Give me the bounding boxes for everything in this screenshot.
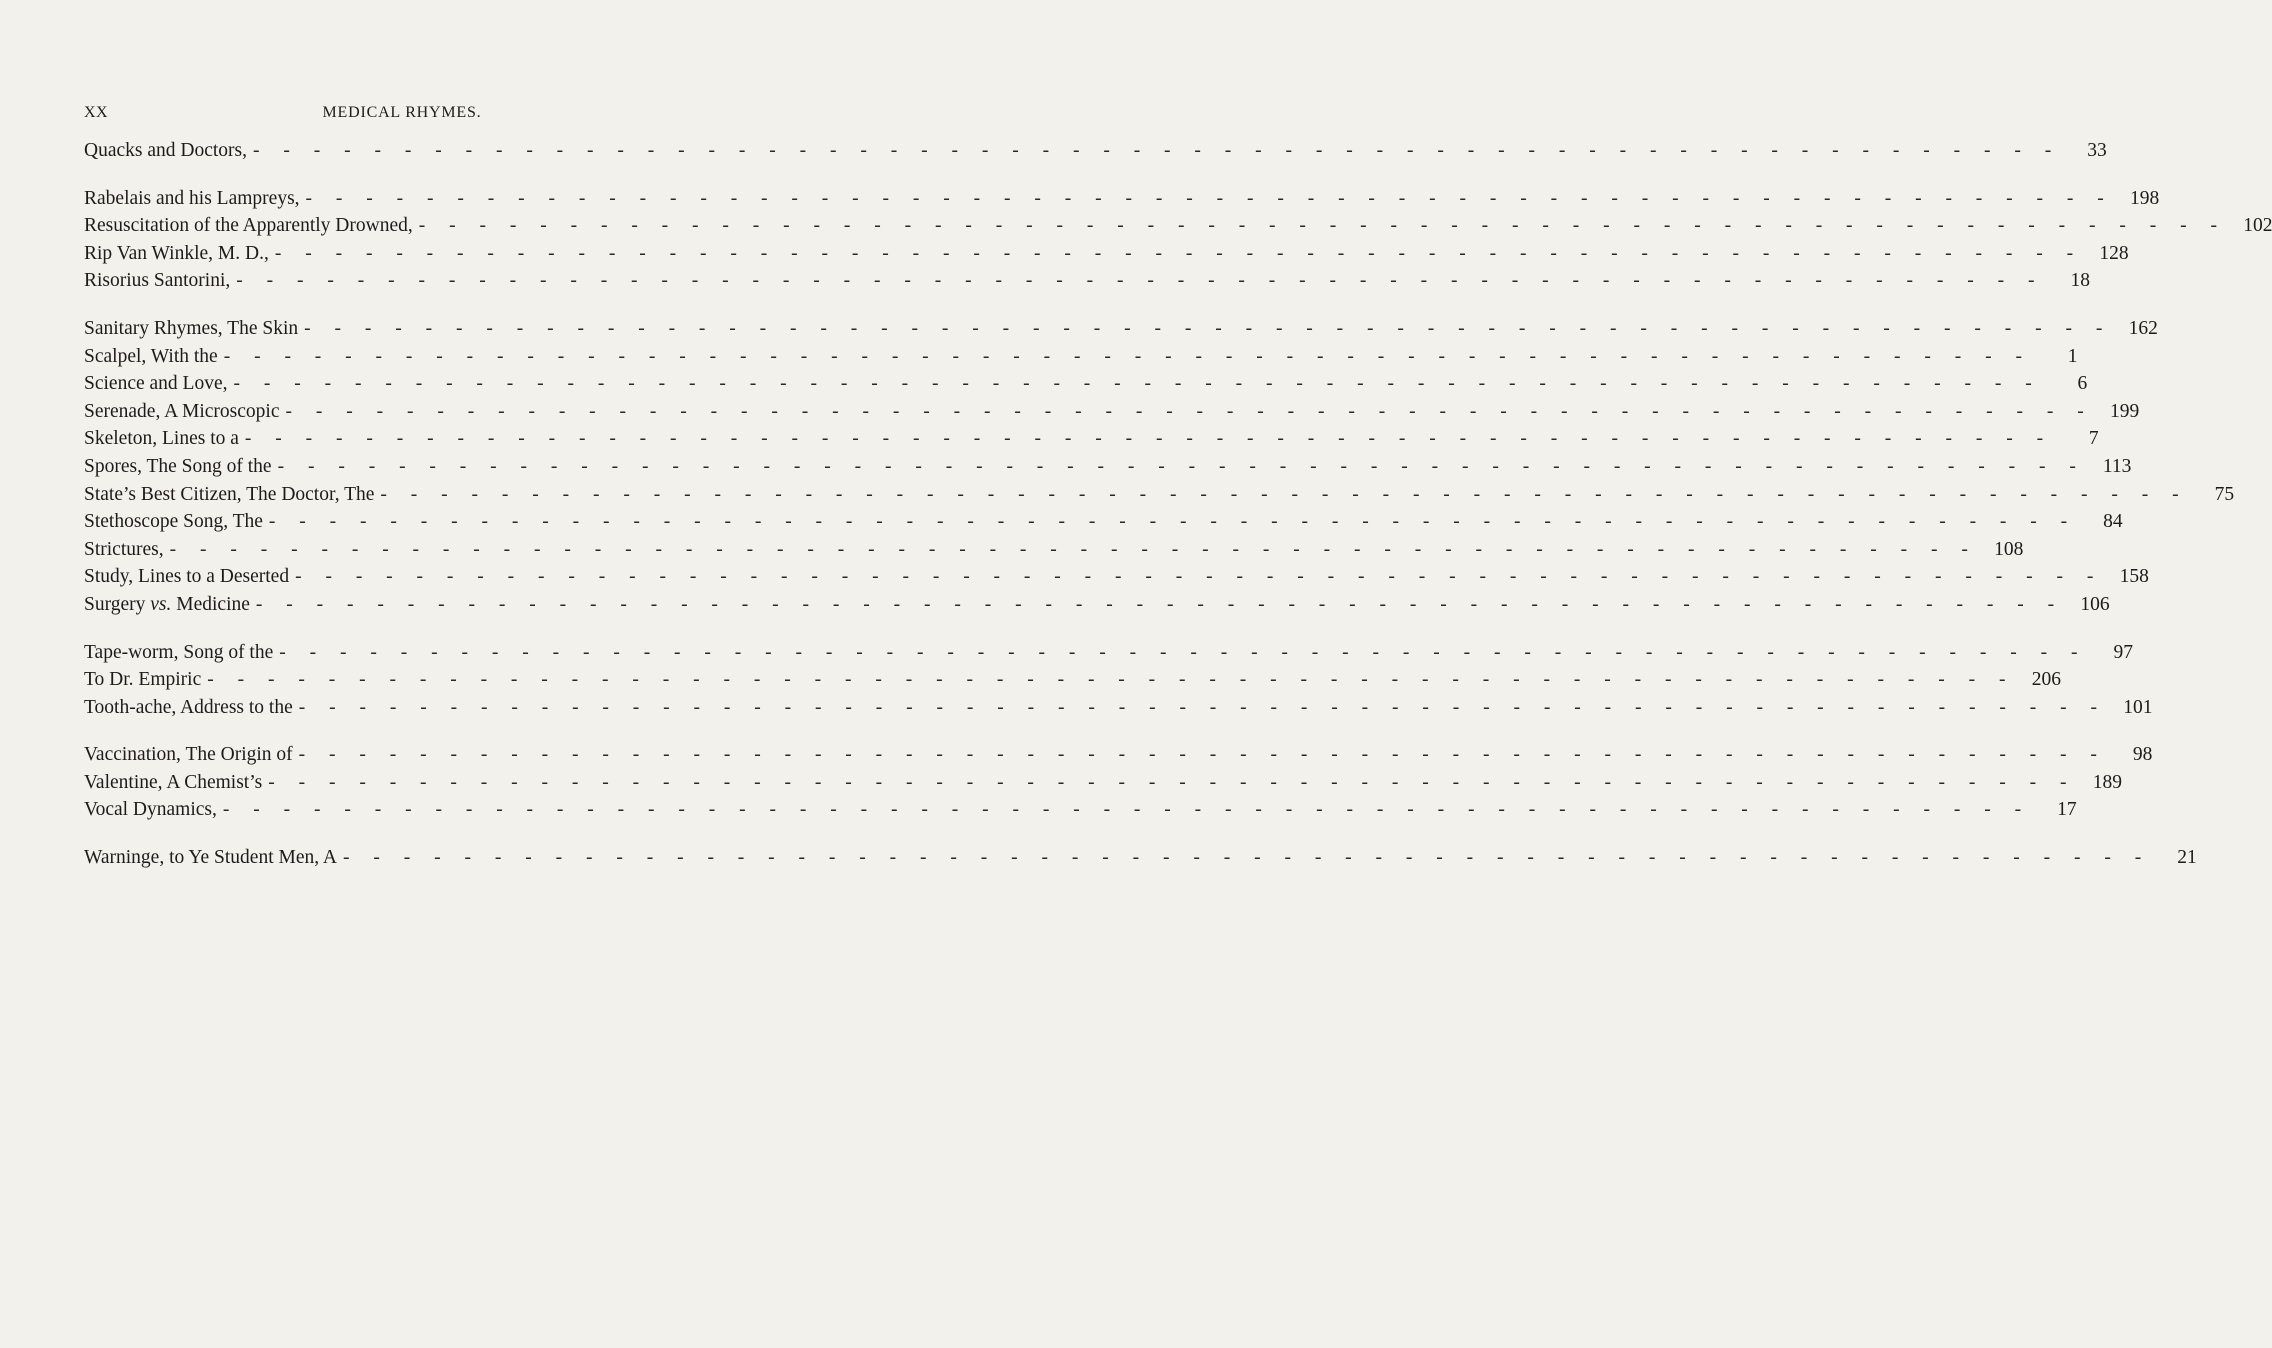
entry-title-part: Surgery [84, 593, 151, 615]
index-entry [84, 744, 2153, 772]
index-entry [84, 215, 2272, 243]
dot-leader: - - - - - - - - - - - - - - - - - - - - - - - - - - - - - - - - - - - - - - - - - - - - - - - - - - - - - - - - - - - - [305, 187, 2114, 209]
index-entry [84, 566, 2149, 594]
dot-leader: - - - - - - - - - - - - - - - - - - - - - - - - - - - - - - - - - - - - - - - - - - - - - - - - - - - - - - - - - - - - [295, 566, 2103, 588]
entry-page: 108 [1994, 538, 2024, 560]
dot-leader: - - - - - - - - - - - - - - - - - - - - - - - - - - - - - - - - - - - - - - - - - - - - - - - - - - - - - - - - - - - - [244, 428, 2053, 450]
running-title: MEDICAL RHYMES. [322, 104, 482, 121]
entry-title: State’s Best Citizen, The Doctor, The [84, 483, 375, 505]
entry-page: 7 [2088, 428, 2099, 450]
index-entry [84, 538, 2024, 567]
dot-leader: - - - - - - - - - - - - - - - - - - - - - - - - - - - - - - - - - - - - - - - - - - - - - - - - - - - - - - - - - - - - [418, 215, 2227, 237]
entry-title: Skeleton, Lines to a [84, 428, 239, 450]
dot-leader: - - - - - - - - - - - - - - - - - - - - - - - - - - - - - - - - - - - - - - - - - - - - - - - - - - - - - - - - - - - - [236, 270, 2045, 292]
dot-leader: - - - - - - - - - - - - - - - - - - - - - - - - - - - - - - - - - - - - - - - - - - - - - - - - - - - - - - - - - - - - [207, 669, 2015, 691]
entry-title: Sanitary Rhymes, The Skin [84, 317, 299, 339]
entry-page: 102 [2243, 215, 2272, 237]
index-entry [84, 345, 2078, 374]
entry-page: 198 [2130, 187, 2160, 209]
dot-leader: - - - - - - - - - - - - - - - - - - - - - - - - - - - - - - - - - - - - - - - - - - - - - - - - - - - - - - - - - - - - [298, 696, 2107, 718]
entry-page: 18 [2070, 270, 2091, 292]
entry-title: Rabelais and his Lampreys, [84, 187, 300, 209]
entry-page: 75 [2214, 483, 2235, 505]
index-entry [84, 483, 2235, 512]
dot-leader: - - - - - - - - - - - - - - - - - - - - - - - - - - - - - - - - - - - - - - - - - - - - - - - - - - - - - - - - - - - - [298, 744, 2107, 766]
dot-leader: - - - - - - - - - - - - - - - - - - - - - - - - - - - - - - - - - - - - - - - - - - - - - - - - - - - - - - - - - - - - [222, 799, 2031, 821]
entry-page: 17 [2057, 799, 2077, 821]
index-entry [84, 511, 2123, 539]
index-entry [84, 373, 2088, 401]
entry-page: 1 [2067, 345, 2078, 367]
dot-leader: - - - - - - - - - - - - - - - - - - - - - - - - - - - - - - - - - - - - - - - - - - - - - - - - - - - - - - - - - - - - [255, 593, 2064, 615]
index-entry [84, 455, 2132, 484]
entry-title-italic: vs. [150, 593, 172, 615]
index-entry [84, 400, 2140, 429]
index-entry [84, 669, 2061, 697]
index-entry [84, 140, 2107, 168]
index-entry [84, 696, 2153, 725]
entry-title-part: Medicine [171, 593, 250, 615]
entry-title [84, 594, 250, 616]
entry-page: 162 [2128, 317, 2158, 339]
entry-title: Vaccination, The Origin of [84, 744, 293, 766]
entry-page: 113 [2102, 455, 2132, 477]
entry-page: 6 [2077, 373, 2088, 395]
entry-page: 84 [2103, 511, 2123, 533]
dot-leader: - - - - - - - - - - - - - - - - - - - - - - - - - - - - - - - - - - - - - - - - - - - - - - - - - - - - - - - - - - - - [169, 538, 1978, 560]
index-entry [84, 799, 2077, 827]
index-entry [84, 428, 2099, 456]
entry-title: Vocal Dynamics, [84, 799, 217, 821]
entry-title: Rip Van Winkle, M. D., [84, 242, 269, 264]
index-entry [84, 187, 2160, 216]
entry-title: Tape-worm, Song of the [84, 641, 274, 663]
entry-page: 21 [2177, 847, 2197, 869]
entry-page: 158 [2119, 566, 2149, 588]
entry-title: Stethoscope Song, The [84, 511, 263, 533]
entry-page: 33 [2087, 140, 2107, 161]
index-entry [84, 847, 2197, 875]
entry-title: To Dr. Empiric [84, 669, 202, 691]
page-number: XX [84, 104, 109, 121]
index-entry [84, 317, 2158, 346]
entry-title: Resuscitation of the Apparently Drowned, [84, 215, 413, 237]
dot-leader: - - - - - - - - - - - - - - - - - - - - - - - - - - - - - - - - - - - - - - - - - - - - - - - - - - - - - - - - - - - - [268, 771, 2076, 793]
entry-page: 97 [2113, 641, 2134, 663]
entry-page: 189 [2092, 771, 2122, 793]
dot-leader: - - - - - - - - - - - - - - - - - - - - - - - - - - - - - - - - - - - - - - - - - - - - - - - - - - - - - - - - - - - - [233, 373, 2042, 395]
entry-page: 101 [2123, 696, 2153, 718]
entry-title: Warninge, to Ye Student Men, A [84, 847, 338, 869]
entry-title: Spores, The Song of the [84, 455, 272, 477]
index-entry [84, 242, 2129, 271]
entry-title: Quacks and Doctors, [84, 140, 247, 161]
dot-leader: - - - - - - - - - - - - - - - - - - - - - - - - - - - - - - - - - - - - - - - - - - - - - - - - - - - - - - - - - - - - [277, 455, 2086, 477]
index-group-r [84, 187, 2272, 298]
index-group-v [84, 744, 2153, 827]
entry-page: 106 [2080, 593, 2110, 615]
entry-title: Strictures, [84, 538, 164, 560]
dot-leader: - - - - - - - - - - - - - - - - - - - - - - - - - - - - - - - - - - - - - - - - - - - - - - - - - - - - - - - - - - - - [279, 641, 2088, 663]
index-entry [84, 593, 2110, 622]
entry-title: Risorius Santorini, [84, 270, 231, 292]
entry-title: Science and Love, [84, 373, 228, 395]
dot-leader: - - - - - - - - - - - - - - - - - - - - - - - - - - - - - - - - - - - - - - - - - - - - - - - - - - - - - - - - - - - - [380, 483, 2189, 505]
entry-page: 199 [2110, 400, 2140, 422]
dot-leader: - - - - - - - - - - - - - - - - - - - - - - - - - - - - - - - - - - - - - - - - - - - - - - - - - - - - - - - - - - - - [268, 511, 2077, 533]
index-group-q [84, 140, 2107, 168]
entry-title: Scalpel, With the [84, 345, 218, 367]
dot-leader: - - - - - - - - - - - - - - - - - - - - - - - - - - - - - - - - - - - - - - - - - - - - - - - - - - - - - - - - - - - - [253, 140, 2061, 161]
entry-page: 128 [2099, 242, 2129, 264]
entry-title: Tooth-ache, Address to the [84, 696, 293, 718]
entry-title: Valentine, A Chemist’s [84, 771, 263, 793]
dot-leader: - - - - - - - - - - - - - - - - - - - - - - - - - - - - - - - - - - - - - - - - - - - - - - - - - - - - - - - - - - - - [343, 847, 2151, 869]
dot-leader: - - - - - - - - - - - - - - - - - - - - - - - - - - - - - - - - - - - - - - - - - - - - - - - - - - - - - - - - - - - - [223, 345, 2032, 367]
entry-title: Serenade, A Microscopic [84, 400, 280, 422]
index-group-t [84, 641, 2153, 725]
index-group-s [84, 317, 2235, 622]
index-entry [84, 270, 2091, 298]
index-entry [84, 641, 2134, 670]
index-list [84, 140, 2272, 895]
entry-page: 98 [2132, 744, 2153, 766]
entry-page: 206 [2031, 669, 2061, 691]
running-head [84, 104, 720, 126]
dot-leader: - - - - - - - - - - - - - - - - - - - - - - - - - - - - - - - - - - - - - - - - - - - - - - - - - - - - - - - - - - - - [304, 317, 2112, 339]
index-entry [84, 771, 2122, 800]
dot-leader: - - - - - - - - - - - - - - - - - - - - - - - - - - - - - - - - - - - - - - - - - - - - - - - - - - - - - - - - - - - - [285, 400, 2094, 422]
entry-title: Study, Lines to a Deserted [84, 566, 290, 588]
index-group-w [84, 847, 2197, 875]
dot-leader: - - - - - - - - - - - - - - - - - - - - - - - - - - - - - - - - - - - - - - - - - - - - - - - - - - - - - - - - - - - - [274, 242, 2083, 264]
